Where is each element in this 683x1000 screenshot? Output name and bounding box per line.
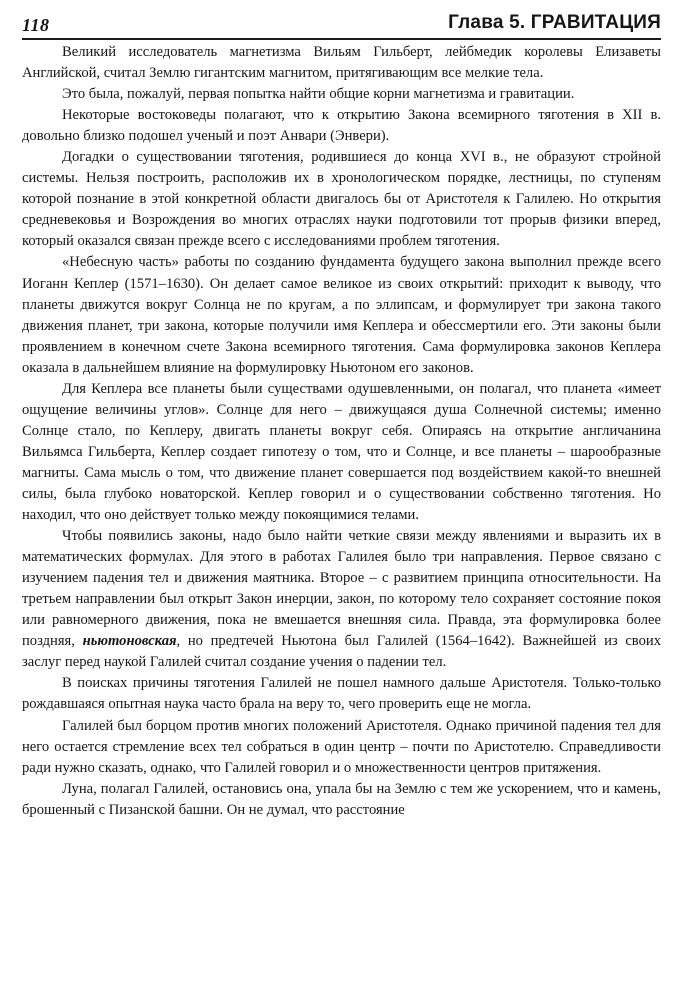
paragraph-cause-of-gravity: В поисках причины тяготения Галилей не пошел намного дальше Аристотеля. Только-только рождавшаяся опытная наука часто брала на веру то, чего проверить еще не могла. bbox=[22, 675, 661, 713]
emphasis-newtonian: ньютоновская bbox=[82, 633, 177, 650]
paragraph-moon: Луна, полагал Галилей, остановись она, упала бы на Землю с тем же ускорением, что и камень, брошенный с Пизанской башни. Он не думал, что расстояние bbox=[22, 780, 661, 818]
body-text bbox=[22, 42, 661, 821]
paragraph-galileo-text-after: , но предтечей Ньютона был Галилей (1564–1642). Важнейшей из своих заслуг перед наукой Галилей считал создание учения о падении тел. bbox=[22, 633, 661, 671]
paragraph-conjectures: Догадки о существовании тяготения, родившиеся до конца XVI в., не образуют стройной системы. Нельзя построить, расположив их в хронологическом порядке, лестницы, по ступеням которой познание в этой конкретной области двигалось бы от Аристотеля к Галилею. Но открытия средневековья и Возрождения во многих отраслях науки подготовили тот прорыв физики вперед, который оказался связан прежде всего с исследованиями проблем тяготения. bbox=[22, 149, 661, 250]
paragraph-kepler-laws: «Небесную часть» работы по созданию фундамента будущего закона выполнил прежде всего Иоганн Кеплер (1571–1630). Он делает самое великое из своих открытий: приходит к выводу, что планеты движутся вокруг Солнца не по кругам, а по эллипсам, и формулирует три закона такого движения планет, три закона, которые получили имя Кеплера и обессмертили его. Эти законы были проявлением в конечном счете Закона всемирного тяготения. Сама формулировка законов Кеплера оказала в дальнейшем влияние на формулировку Ньютоном его законов. bbox=[22, 254, 661, 376]
header-rule bbox=[22, 38, 661, 40]
paragraph-galileo-text-before: Чтобы появились законы, надо было найти четкие связи между явлениями и выразить их в математических формулах. Для этого в работах Галилея было три направления. Первое связано с изучением падения тел и движения маятника. Второе – с развитием принципа относительности. На третьем направлении был открыт Закон инерции, закон, по которому тело сохраняет состояние покоя или равномерного движения, пока не вмешается внешняя сила. Правда, эта формулировка более поздняя, bbox=[22, 528, 661, 650]
running-header bbox=[22, 12, 661, 38]
paragraph-first-attempt: Это была, пожалуй, первая попытка найти общие корни магнетизма и гравитации. bbox=[62, 86, 575, 103]
paragraph-galileo-aristotle: Галилей был борцом против многих положений Аристотеля. Однако причиной падения тел для него остается стремление всех тел собраться в один центр – почти по Аристотелю. Справедливости ради нужно сказать, однако, что Галилей говорил и о множественности центров притяжения. bbox=[22, 717, 661, 776]
paragraph-anvari: Некоторые востоковеды полагают, что к открытию Закона всемирного тяготения в XII в. довольно близко подошел ученый и поэт Анвари (Энвери). bbox=[22, 107, 661, 145]
page-number: 118 bbox=[22, 15, 50, 35]
paragraph-gilbert: Великий исследователь магнетизма Вильям Гильберт, лейбмедик королевы Елизаветы Английской, считал Землю гигантским магнитом, притягивающим все мелкие тела. bbox=[22, 44, 661, 82]
paragraph-kepler-planets: Для Кеплера все планеты были существами одушевленными, он полагал, что планета «имеет ощущение величины углов». Солнце для него – движущаяся душа Солнечной системы; именно Солнце стало, по Кеплеру, двигать планеты вокруг себя. Опираясь на открытие англичанина Вильямса Гильберта, Кеплер создает гипотезу о том, что и Солнце, и все планеты – шарообразные магниты. Сама мысль о том, что движение планет совершается под воздействием какой-то внешней силы, была глубоко новаторской. Кеплер говорил и о существовании собственно тяготения. Но находил, что оно действует только между покоящимися телами. bbox=[22, 380, 661, 524]
chapter-title: Глава 5. ГРАВИТАЦИЯ bbox=[448, 12, 661, 33]
paragraph-galileo-directions bbox=[22, 526, 661, 673]
